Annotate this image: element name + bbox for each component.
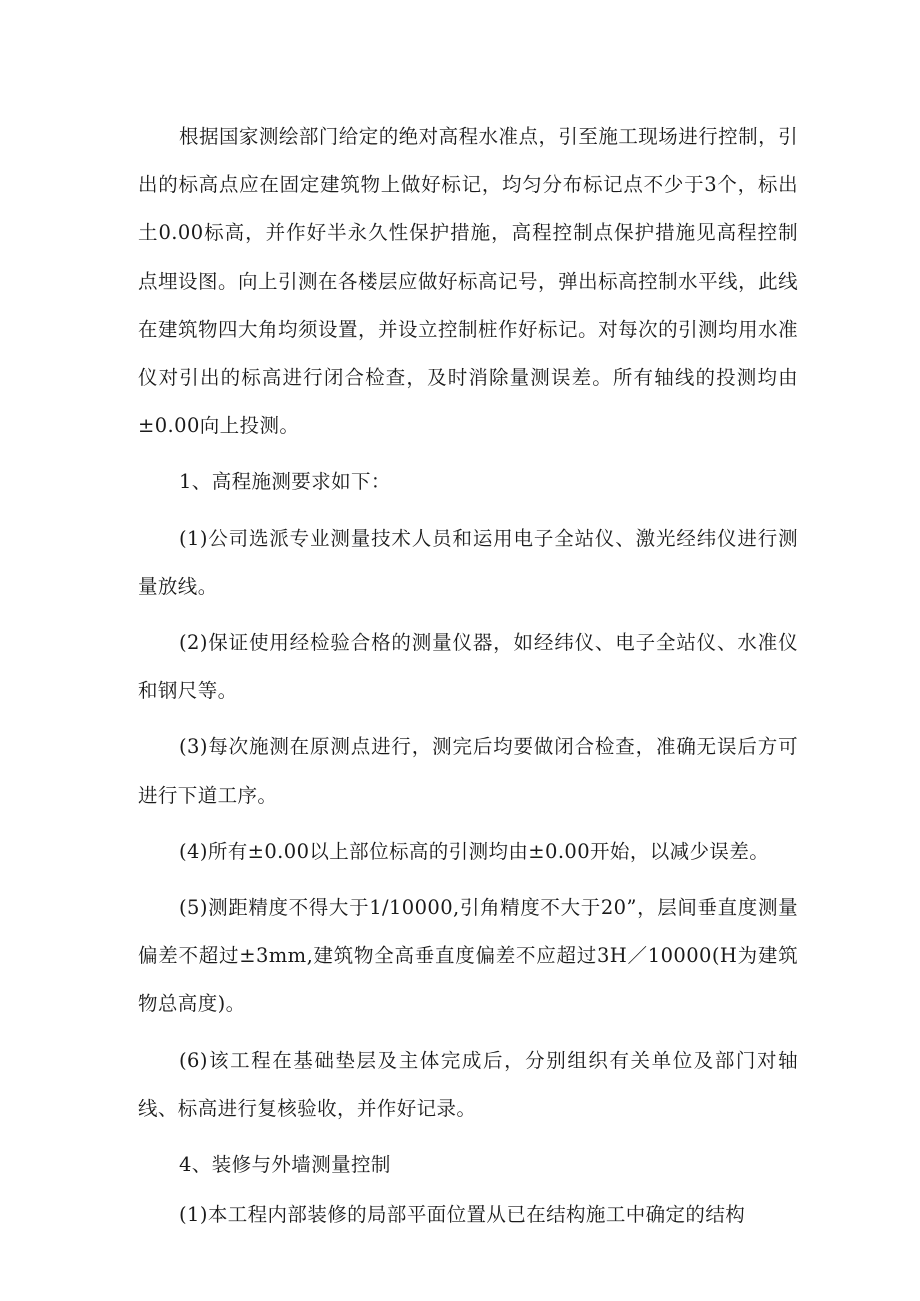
list-item-4: (4)所有±0.00以上部位标高的引测均由±0.00开始，以减少误差。 xyxy=(179,839,770,863)
list-item-5: (5)测距精度不得大于1/10000,引角精度不大于20”，层间垂直度测量偏差不超过±3mm,建筑物全高垂直度偏差不应超过3H／10000(H为建筑物总高度)。 xyxy=(138,896,798,1016)
list-item-3: (3)每次施测在原测点进行，测完后均要做闭合检查，准确无误后方可进行下道工序。 xyxy=(138,735,798,807)
heading-elevation-requirements: 1、高程施测要求如下： xyxy=(179,470,391,494)
decoration-item-1: (1)本工程内部装修的局部平面位置从已在结构施工中确定的结构 xyxy=(179,1203,746,1227)
list-item-6: (6)该工程在基础垫层及主体完成后，分别组织有关单位及部门对轴线、标高进行复核验收，并作好记录。 xyxy=(138,1048,798,1120)
heading-decoration-survey: 4、装修与外墙测量控制 xyxy=(179,1153,391,1177)
document-body xyxy=(138,113,798,1239)
paragraph-elevation-control: 根据国家测绘部门给定的绝对高程水准点，引至施工现场进行控制，引出的标高点应在固定建筑物上做好标记，均匀分布标记点不少于3个，标出土0.00标高，并作好半永久性保护措施，高程控制点保护措施见高程控制点埋设图。向上引测在各楼层应做好标高记号，弹出标高控制水平线，此线在建筑物四大角均须设置，并设立控制桩作好标记。对每次的引测均用水准仪对引出的标高进行闭合检查，及时消除量测误差。所有轴线的投测均由±0.00向上投测。 xyxy=(138,125,798,438)
list-item-1: (1)公司选派专业测量技术人员和运用电子全站仪、激光经纬仪进行测量放线。 xyxy=(138,526,798,598)
list-item-2: (2)保证使用经检验合格的测量仪器，如经纬仪、电子全站仪、水准仪和钢尺等。 xyxy=(138,631,798,703)
